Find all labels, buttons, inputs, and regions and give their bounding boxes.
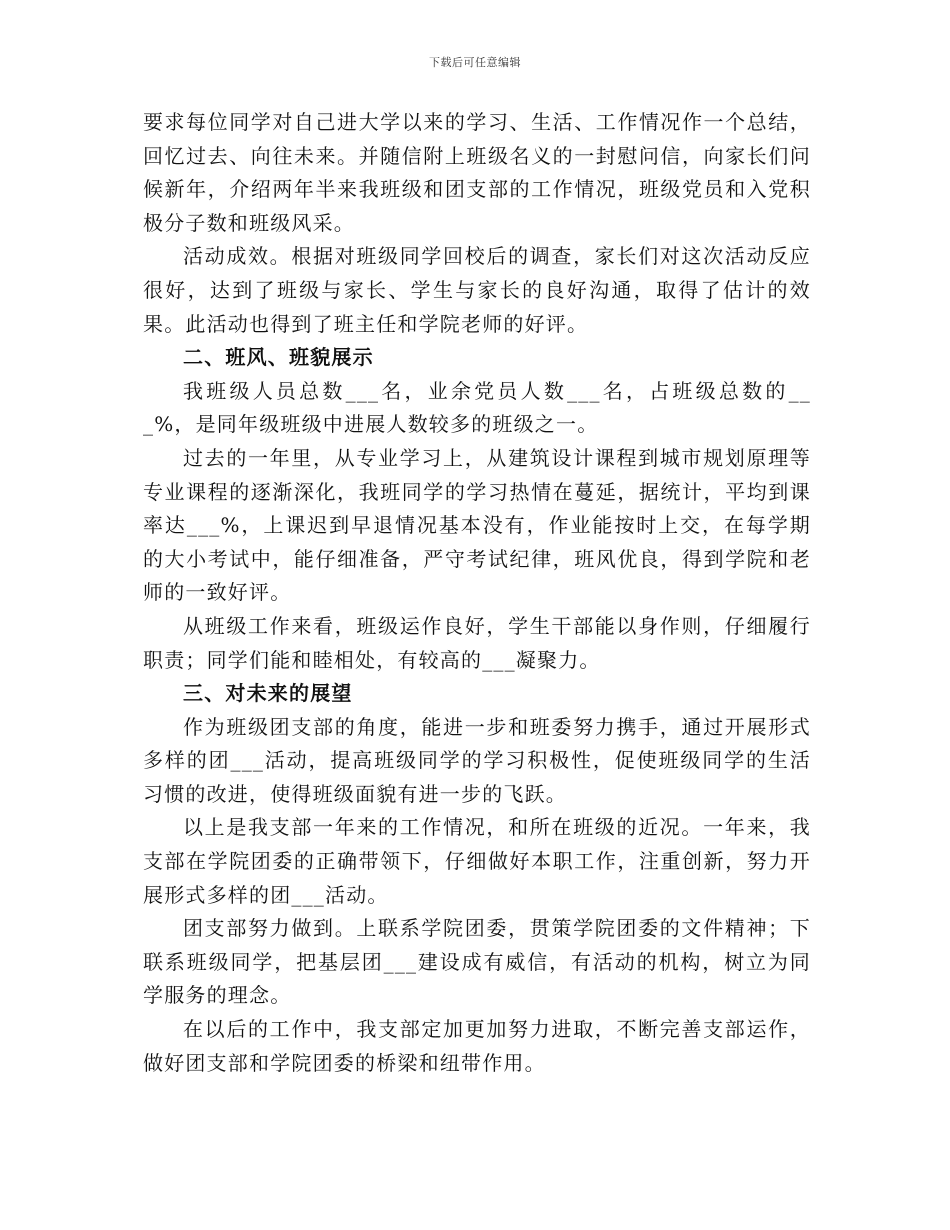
paragraph-activity-results: 活动成效。根据对班级同学回校后的调查，家长们对这次活动反应很好，达到了班级与家长、学生与家长的良好沟通，取得了估计的效果。此活动也得到了班主任和学院老师的好评。: [143, 244, 811, 336]
paragraph-class-members: 我班级人员总数___名，业余党员人数___名，占班级总数的___%，是同年级班级中进展人数较多的班级之一。: [143, 378, 811, 437]
paragraph-branch-efforts: 团支部努力做到。上联系学院团委，贯策学院团委的文件精神；下联系班级同学，把基层团___建设成有威信，有活动的机构，树立为同学服务的理念。: [143, 916, 811, 1008]
paragraph-intro: 要求每位同学对自己进大学以来的学习、生活、工作情况作一个总结，回忆过去、向往未来。并随信附上班级名义的一封慰问信，向家长们问候新年，介绍两年半来我班级和团支部的工作情况，班级党员和入党积极分子数和班级风采。: [143, 110, 811, 235]
paragraph-past-year-study: 过去的一年里，从专业学习上，从建筑设计课程到城市规划原理等专业课程的逐渐深化，我班同学的学习热情在蔓延，据统计，平均到课率达___%，上课迟到早退情况基本没有，作业能按时上交，在每学期的大小考试中，能仔细准备，严守考试纪律，班风优良，得到学院和老师的一致好评。: [143, 445, 811, 605]
paragraph-summary: 以上是我支部一年来的工作情况，和所在班级的近况。一年来，我支部在学院团委的正确带领下，仔细做好本职工作，注重创新，努力开展形式多样的团___活动。: [143, 815, 811, 907]
paragraph-future-work: 在以后的工作中，我支部定加更加努力进取，不断完善支部运作，做好团支部和学院团委的桥梁和纽带作用。: [143, 1017, 811, 1075]
section-heading-class-style: 二、班风、班貌展示: [183, 345, 374, 370]
header-note: 下载后可任意编辑: [429, 56, 521, 69]
section-heading-future-outlook: 三、对未来的展望: [183, 681, 353, 706]
paragraph-league-branch-role: 作为班级团支部的角度，能进一步和班委努力携手，通过开展形式多样的团___活动，提高班级同学的学习积极性，促使班级同学的生活习惯的改进，使得班级面貌有进一步的飞跃。: [143, 714, 811, 806]
paragraph-class-work: 从班级工作来看，班级运作良好，学生干部能以身作则，仔细履行职责；同学们能和睦相处，有较高的___凝聚力。: [143, 613, 811, 672]
document-body: [143, 106, 811, 1080]
